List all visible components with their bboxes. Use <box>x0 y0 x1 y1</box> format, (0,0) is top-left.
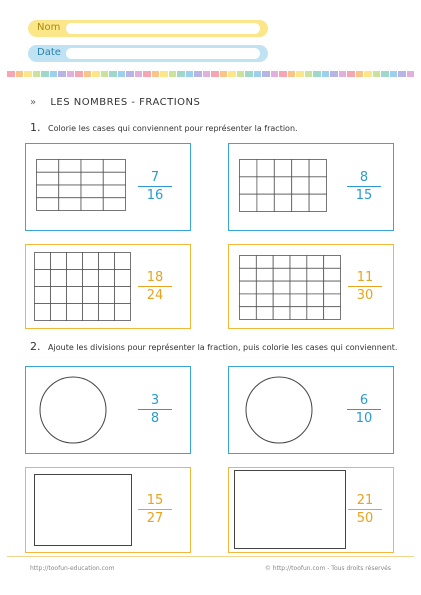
color-strip-segment <box>58 71 66 77</box>
color-strip-segment <box>254 71 262 77</box>
color-strip-segment <box>33 71 41 77</box>
grid-cell[interactable] <box>67 253 83 270</box>
fraction-2 <box>347 170 381 203</box>
card-8 <box>228 467 394 553</box>
grid-cell[interactable] <box>324 307 341 320</box>
numerator-4: 11 <box>356 270 374 285</box>
grid-cell[interactable] <box>103 185 125 198</box>
grid-cell[interactable] <box>307 281 324 294</box>
color-strip-segment <box>356 71 364 77</box>
grid-cell[interactable] <box>115 304 131 321</box>
date-label: Date <box>37 47 61 58</box>
card-1 <box>25 143 191 231</box>
fraction-bar-3 <box>138 286 172 287</box>
grid-cell[interactable] <box>273 256 290 269</box>
nom-input-line[interactable] <box>66 23 260 34</box>
fraction-6 <box>347 393 381 426</box>
exercise-2-text: Ajoute les divisions pour représenter la fraction, puis colorie les cases qui conviennent. <box>48 343 398 352</box>
color-strip-segment <box>109 71 117 77</box>
card-7 <box>25 467 191 553</box>
color-strip-segment <box>211 71 219 77</box>
color-strip-segment <box>50 71 58 77</box>
grid-cell[interactable] <box>309 177 326 194</box>
color-strip-segment <box>194 71 202 77</box>
grid-cell[interactable] <box>257 194 274 211</box>
fraction-bar-7 <box>138 509 172 510</box>
denominator-6: 10 <box>355 411 373 426</box>
color-strip-segment <box>373 71 381 77</box>
exercise-2-number: 2. <box>30 340 41 353</box>
numerator-2: 8 <box>359 170 369 185</box>
color-strip-segment <box>245 71 253 77</box>
grid-cell[interactable] <box>240 281 257 294</box>
card-3 <box>25 244 191 329</box>
grid-cell[interactable] <box>240 256 257 269</box>
color-strip-segment <box>296 71 304 77</box>
color-strip-segment <box>262 71 270 77</box>
fraction-4 <box>348 270 382 303</box>
grid-cell[interactable] <box>51 270 67 287</box>
numerator-7: 15 <box>146 493 164 508</box>
color-strip-segment <box>186 71 194 77</box>
denominator-7: 27 <box>146 511 164 526</box>
fraction-8 <box>348 493 382 526</box>
grid-cell[interactable] <box>240 177 257 194</box>
grid-cell[interactable] <box>273 281 290 294</box>
grid-cell[interactable] <box>51 304 67 321</box>
date-input-line[interactable] <box>66 48 260 59</box>
color-strip-segment <box>41 71 49 77</box>
color-strip-segment <box>75 71 83 77</box>
exercise-2-instruction <box>30 340 397 353</box>
grid-cell[interactable] <box>67 270 83 287</box>
card-6 <box>228 366 394 454</box>
color-strip-segment <box>228 71 236 77</box>
footer-divider <box>7 556 414 557</box>
exercise-1-number: 1. <box>30 121 41 134</box>
color-strip-segment <box>237 71 245 77</box>
fraction-bar-5 <box>138 409 172 410</box>
grid-cell[interactable] <box>81 185 103 198</box>
date-field[interactable] <box>28 45 268 62</box>
color-strip-segment <box>203 71 211 77</box>
color-strip-segment <box>398 71 406 77</box>
card-5 <box>25 366 191 454</box>
color-strip-segment <box>364 71 372 77</box>
color-strip-segment <box>135 71 143 77</box>
color-strip-segment <box>24 71 32 77</box>
title-arrow-icon: » <box>30 97 37 108</box>
fraction-bar-1 <box>138 186 172 187</box>
denominator-8: 50 <box>356 511 374 526</box>
grid-cell[interactable] <box>256 294 273 307</box>
grid-cell[interactable] <box>103 198 125 211</box>
denominator-2: 15 <box>355 188 373 203</box>
grid-cell[interactable] <box>307 294 324 307</box>
color-strip-segment <box>118 71 126 77</box>
grid-cell[interactable] <box>273 268 290 281</box>
grid-cell[interactable] <box>290 281 307 294</box>
exercise-1-text: Colorie les cases qui conviennent pour représenter la fraction. <box>48 124 298 133</box>
circle-5[interactable] <box>38 375 108 445</box>
fraction-3 <box>138 270 172 303</box>
grid-cell[interactable] <box>103 172 125 185</box>
grid-cell[interactable] <box>37 172 59 185</box>
grid-cell[interactable] <box>256 268 273 281</box>
fraction-5 <box>138 393 172 426</box>
color-strip-segment <box>288 71 296 77</box>
color-strip-segment <box>313 71 321 77</box>
card-2 <box>228 143 394 231</box>
numerator-5: 3 <box>150 393 160 408</box>
color-strip-segment <box>330 71 338 77</box>
color-strip-segment <box>67 71 75 77</box>
grid-cell[interactable] <box>83 270 99 287</box>
grid-cell[interactable] <box>309 194 326 211</box>
rectangle-7[interactable] <box>34 474 132 546</box>
grid-cell[interactable] <box>37 185 59 198</box>
grid-cell[interactable] <box>256 307 273 320</box>
grid-cell[interactable] <box>307 268 324 281</box>
grid-cell[interactable] <box>59 198 81 211</box>
fraction-bar-2 <box>347 186 381 187</box>
grid-cell[interactable] <box>99 304 115 321</box>
grid-cell[interactable] <box>81 198 103 211</box>
color-strip-segment <box>7 71 15 77</box>
grid-cell[interactable] <box>35 304 51 321</box>
grid-cell[interactable] <box>309 160 326 177</box>
exercise-1-instruction <box>30 121 298 134</box>
numerator-6: 6 <box>359 393 369 408</box>
grid-cell[interactable] <box>274 194 291 211</box>
color-strip-segment <box>271 71 279 77</box>
grid-cell[interactable] <box>324 294 341 307</box>
color-strip-segment <box>347 71 355 77</box>
grid-cell[interactable] <box>256 281 273 294</box>
grid-cell[interactable] <box>81 172 103 185</box>
nom-label: Nom <box>37 22 61 33</box>
grid-cell[interactable] <box>59 172 81 185</box>
grid-cell[interactable] <box>35 270 51 287</box>
color-strip-segment <box>279 71 287 77</box>
grid-cell[interactable] <box>324 256 341 269</box>
grid-cell[interactable] <box>290 294 307 307</box>
grid-cell[interactable] <box>83 304 99 321</box>
grid-cell[interactable] <box>51 253 67 270</box>
grid-cell[interactable] <box>240 160 257 177</box>
grid-3[interactable] <box>34 252 131 321</box>
grid-cell[interactable] <box>274 177 291 194</box>
grid-cell[interactable] <box>290 307 307 320</box>
fraction-bar-8 <box>348 509 382 510</box>
grid-cell[interactable] <box>290 256 307 269</box>
grid-cell[interactable] <box>240 294 257 307</box>
grid-cell[interactable] <box>292 160 309 177</box>
grid-cell[interactable] <box>290 268 307 281</box>
grid-cell[interactable] <box>35 253 51 270</box>
grid-cell[interactable] <box>103 160 125 173</box>
grid-cell[interactable] <box>81 160 103 173</box>
fraction-bar-6 <box>347 409 381 410</box>
denominator-4: 30 <box>356 288 374 303</box>
color-strip-segment <box>126 71 134 77</box>
grid-cell[interactable] <box>59 160 81 173</box>
title-text: LES NOMBRES - FRACTIONS <box>50 97 201 108</box>
nom-field[interactable] <box>28 20 268 37</box>
grid-cell[interactable] <box>240 268 257 281</box>
grid-cell[interactable] <box>67 287 83 304</box>
color-strip-segment <box>143 71 151 77</box>
grid-cell[interactable] <box>83 287 99 304</box>
color-strip-segment <box>220 71 228 77</box>
fraction-7 <box>138 493 172 526</box>
grid-cell[interactable] <box>99 287 115 304</box>
grid-cell[interactable] <box>256 256 273 269</box>
color-strip-segment <box>305 71 313 77</box>
grid-cell[interactable] <box>240 194 257 211</box>
circle-6[interactable] <box>244 375 314 445</box>
grid-4[interactable] <box>239 255 341 320</box>
color-strip-segment <box>160 71 168 77</box>
color-strip-segment <box>152 71 160 77</box>
grid-cell[interactable] <box>67 304 83 321</box>
grid-2[interactable] <box>239 159 327 212</box>
grid-cell[interactable] <box>83 253 99 270</box>
grid-cell[interactable] <box>273 307 290 320</box>
color-strip-segment <box>407 71 415 77</box>
grid-cell[interactable] <box>115 270 131 287</box>
color-strip <box>7 71 414 77</box>
grid-cell[interactable] <box>37 198 59 211</box>
grid-cell[interactable] <box>115 253 131 270</box>
denominator-1: 16 <box>146 188 164 203</box>
color-strip-segment <box>16 71 24 77</box>
grid-cell[interactable] <box>99 253 115 270</box>
color-strip-segment <box>339 71 347 77</box>
color-strip-segment <box>177 71 185 77</box>
color-strip-segment <box>92 71 100 77</box>
grid-cell[interactable] <box>99 270 115 287</box>
grid-cell[interactable] <box>37 160 59 173</box>
grid-cell[interactable] <box>240 307 257 320</box>
grid-cell[interactable] <box>59 185 81 198</box>
denominator-5: 8 <box>150 411 160 426</box>
grid-cell[interactable] <box>324 281 341 294</box>
grid-cell[interactable] <box>257 160 274 177</box>
color-strip-segment <box>390 71 398 77</box>
card-4 <box>228 244 394 329</box>
color-strip-segment <box>101 71 109 77</box>
grid-cell[interactable] <box>115 287 131 304</box>
color-strip-segment <box>84 71 92 77</box>
color-strip-segment <box>381 71 389 77</box>
footer-copyright: © http://toofun.com - Tous droits réservés <box>264 565 391 572</box>
fraction-bar-4 <box>348 286 382 287</box>
fraction-1 <box>138 170 172 203</box>
grid-cell[interactable] <box>273 294 290 307</box>
grid-cell[interactable] <box>51 287 67 304</box>
grid-cell[interactable] <box>35 287 51 304</box>
grid-cell[interactable] <box>274 160 291 177</box>
color-strip-segment <box>322 71 330 77</box>
grid-cell[interactable] <box>324 268 341 281</box>
grid-cell[interactable] <box>292 194 309 211</box>
grid-1[interactable] <box>36 159 126 211</box>
numerator-3: 18 <box>146 270 164 285</box>
numerator-8: 21 <box>356 493 374 508</box>
color-strip-segment <box>169 71 177 77</box>
footer-link-left[interactable]: http://toofun-education.com <box>30 565 115 572</box>
grid-cell[interactable] <box>307 307 324 320</box>
rectangle-8[interactable] <box>234 470 346 549</box>
grid-cell[interactable] <box>292 177 309 194</box>
denominator-3: 24 <box>146 288 164 303</box>
grid-cell[interactable] <box>257 177 274 194</box>
numerator-1: 7 <box>150 170 160 185</box>
page-title <box>30 97 200 108</box>
grid-cell[interactable] <box>307 256 324 269</box>
